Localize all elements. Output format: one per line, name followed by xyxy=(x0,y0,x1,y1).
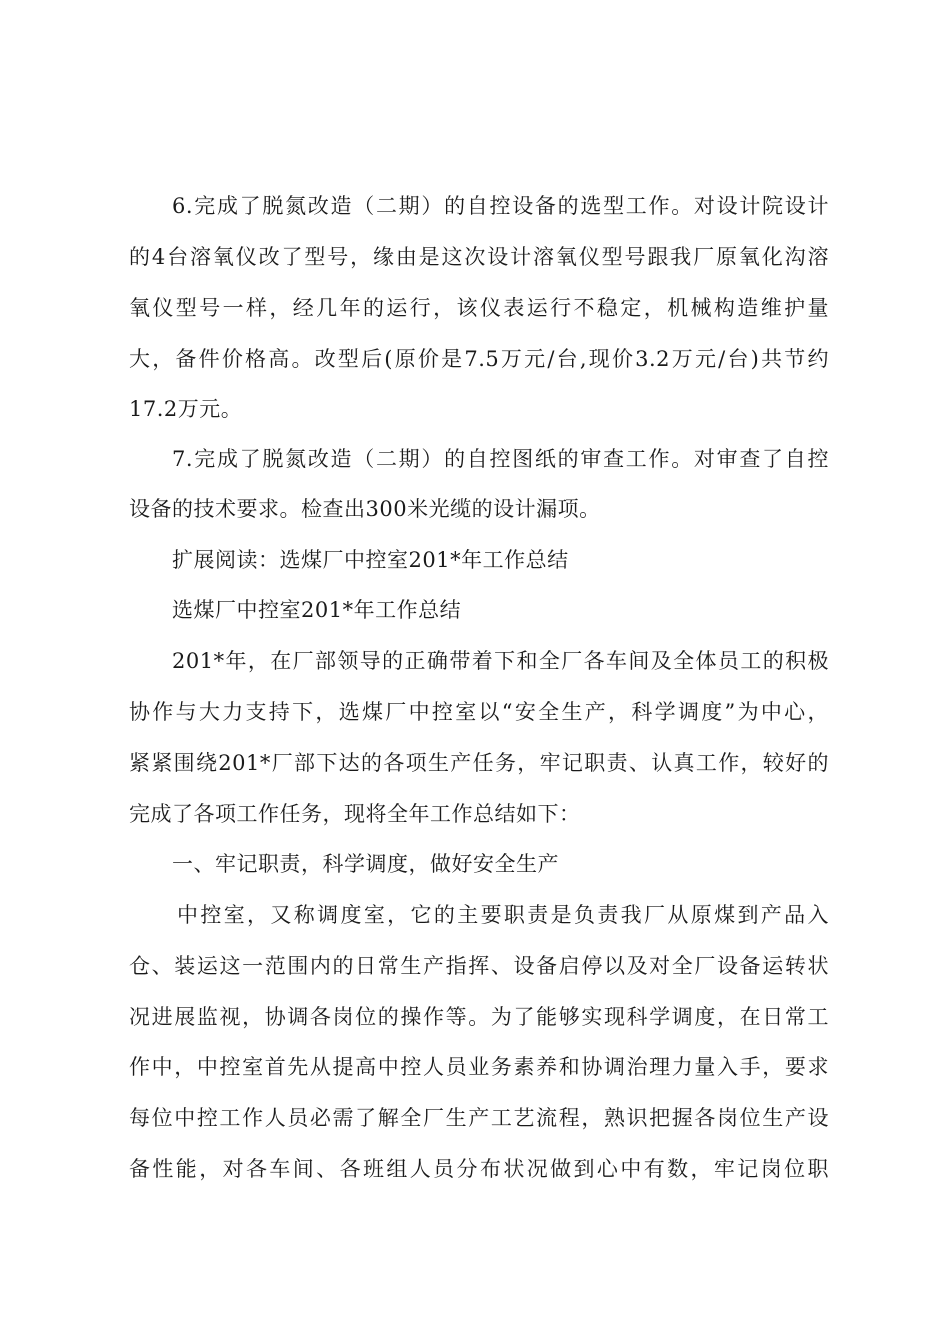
text-line: 6.完成了脱氮改造（二期）的自控设备的选型工作。对设计院设计 xyxy=(172,194,829,218)
text-line: 17.2万元。 xyxy=(129,397,243,421)
text-line: 大，备件价格高。改型后(原价是7.5万元/台,现价3.2万元/台)共节约 xyxy=(129,347,829,371)
text-line: 完成了各项工作任务，现将全年工作总结如下： xyxy=(129,802,581,826)
text-line: 设备的技术要求。检查出300米光缆的设计漏项。 xyxy=(129,497,601,521)
text-line: 协作与大力支持下，选煤厂中控室以“安全生产，科学调度”为中心， xyxy=(129,700,829,724)
text-line: 每位中控工作人员必需了解全厂生产工艺流程，熟识把握各岗位生产设 xyxy=(129,1106,829,1130)
text-line: 选煤厂中控室201*年工作总结 xyxy=(172,598,462,622)
section-heading: 一、牢记职责，科学调度，做好安全生产 xyxy=(172,852,559,876)
text-line: 氧仪型号一样，经几年的运行，该仪表运行不稳定，机械构造维护量 xyxy=(129,296,829,320)
text-line: 紧紧围绕201*厂部下达的各项生产任务，牢记职责、认真工作，较好的 xyxy=(129,751,829,775)
text-line: 201*年，在厂部领导的正确带着下和全厂各车间及全体员工的积极 xyxy=(172,649,829,673)
text-line: 的4台溶氧仪改了型号，缘由是这次设计溶氧仪型号跟我厂原氧化沟溶 xyxy=(129,245,829,269)
text-line: 7.完成了脱氮改造（二期）的自控图纸的审查工作。对审查了自控 xyxy=(172,447,829,471)
text-line: 扩展阅读：选煤厂中控室201*年工作总结 xyxy=(172,548,569,572)
text-line: 况进展监视，协调各岗位的操作等。为了能够实现科学调度，在日常工 xyxy=(129,1005,829,1029)
text-line: 中控室，又称调度室，它的主要职责是负责我厂从原煤到产品入 xyxy=(177,903,829,927)
text-line: 作中，中控室首先从提高中控人员业务素养和协调治理力量入手，要求 xyxy=(129,1055,829,1079)
text-line: 仓、装运这一范围内的日常生产指挥、设备启停以及对全厂设备运转状 xyxy=(129,954,829,978)
text-line: 备性能，对各车间、各班组人员分布状况做到心中有数，牢记岗位职 xyxy=(129,1157,829,1181)
